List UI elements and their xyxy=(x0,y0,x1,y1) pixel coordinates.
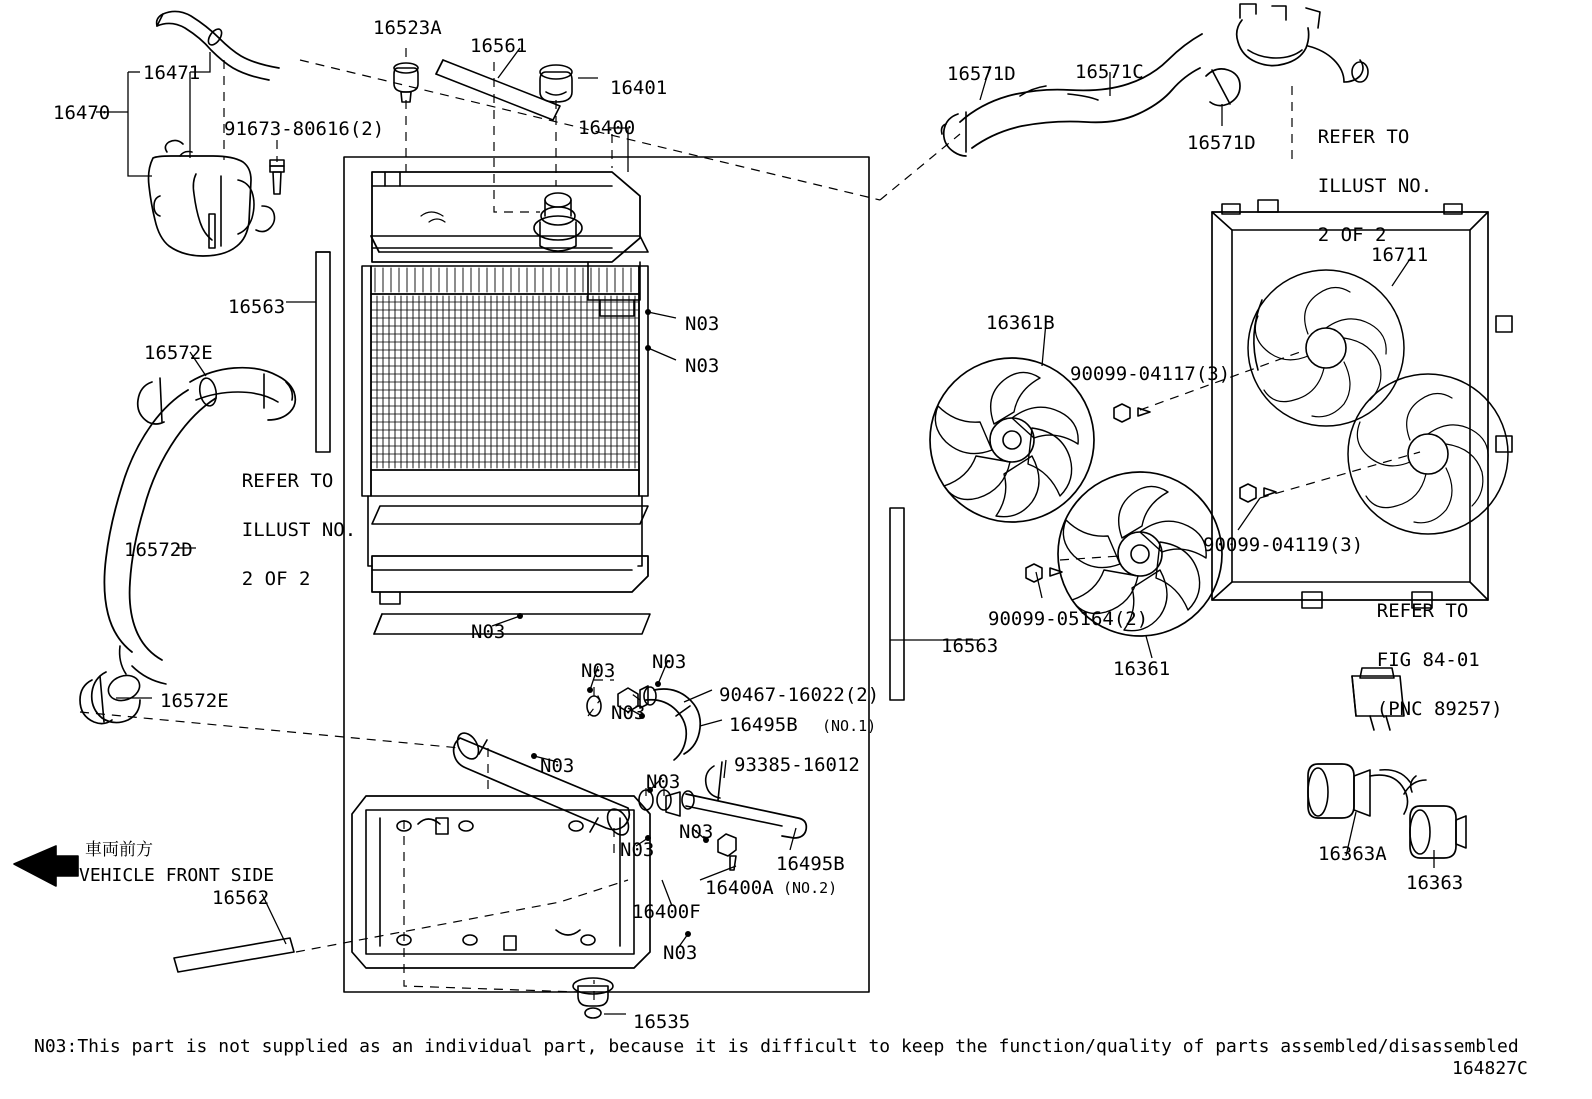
n03-mark: N03 xyxy=(611,702,646,724)
callout-16711: 16711 xyxy=(1371,244,1429,266)
callout-90099-04117: 90099-04117(3) xyxy=(1070,363,1231,385)
callout-16495b-no1-suffix: (NO.1) xyxy=(822,717,877,735)
callout-16470: 16470 xyxy=(53,102,111,124)
refer-line-2: ILLUST NO. xyxy=(241,519,357,542)
vehicle-front-jp: 車両前方 xyxy=(85,840,153,860)
callout-16495b-no1: 16495B xyxy=(729,714,798,736)
callout-16400f: 16400F xyxy=(632,901,701,923)
refer-block-2 xyxy=(196,444,356,617)
callout-16535: 16535 xyxy=(633,1011,691,1033)
n03-mark: N03 xyxy=(620,839,655,861)
refer-line-1: REFER TO xyxy=(1317,125,1410,148)
callout-16400a: 16400A xyxy=(705,877,774,899)
callout-16361b: 16361B xyxy=(986,312,1055,334)
callout-90099-05164: 90099-05164(2) xyxy=(988,608,1149,630)
callout-16563-right: 16563 xyxy=(941,635,999,657)
callout-16571d-right: 16571D xyxy=(1187,132,1256,154)
callout-16495b-no2-suffix: (NO.2) xyxy=(783,879,838,897)
callout-16572d: 16572D xyxy=(124,539,193,561)
refer-line-1: REFER TO xyxy=(241,469,334,492)
n03-mark: N03 xyxy=(540,755,575,777)
callout-16572e-top: 16572E xyxy=(144,342,213,364)
n03-mark: N03 xyxy=(685,355,720,377)
callout-16471: 16471 xyxy=(143,62,201,84)
callout-90467-16022: 90467-16022(2) xyxy=(719,684,880,706)
callout-16571d-left: 16571D xyxy=(947,63,1016,85)
refer-block-3 xyxy=(1331,574,1503,747)
callout-93385-16012: 93385-16012 xyxy=(734,754,860,776)
refer-block-1 xyxy=(1272,100,1432,273)
callout-16562: 16562 xyxy=(212,887,270,909)
refer-line-3: 2 OF 2 xyxy=(241,568,311,591)
callout-16401: 16401 xyxy=(610,77,668,99)
n03-mark: N03 xyxy=(685,313,720,335)
callout-16495b-no2: 16495B xyxy=(776,853,845,875)
footnote-n03: N03:This part is not supplied as an individual part, because it is difficult to keep the function/quality of parts assembled/disassembled xyxy=(34,1036,1519,1057)
callout-16561: 16561 xyxy=(470,35,528,57)
n03-mark: N03 xyxy=(581,660,616,682)
vehicle-front-en: VEHICLE FRONT SIDE xyxy=(79,865,275,886)
callout-90099-04119: 90099-04119(3) xyxy=(1203,534,1364,556)
figure-code: 164827C xyxy=(1452,1058,1528,1079)
n03-mark: N03 xyxy=(679,821,714,843)
refer-line-2: ILLUST NO. xyxy=(1317,175,1433,198)
n03-mark: N03 xyxy=(646,771,681,793)
callout-16363a: 16363A xyxy=(1318,843,1387,865)
callout-16363: 16363 xyxy=(1406,872,1464,894)
callout-91673-80616: 91673-80616(2) xyxy=(224,118,385,140)
callout-16572e-bottom: 16572E xyxy=(160,690,229,712)
n03-mark: N03 xyxy=(471,621,506,643)
refer-line-3: 2 OF 2 xyxy=(1317,224,1387,247)
refer-line-3: (PNC 89257) xyxy=(1376,698,1503,721)
n03-mark: N03 xyxy=(652,651,687,673)
callout-16400: 16400 xyxy=(578,117,636,139)
callout-16361: 16361 xyxy=(1113,658,1171,680)
refer-line-1: REFER TO xyxy=(1376,599,1469,622)
callout-16571c: 16571C xyxy=(1075,61,1144,83)
callout-16523a: 16523A xyxy=(373,17,442,39)
callout-16563-left: 16563 xyxy=(228,296,286,318)
refer-line-2: FIG 84-01 xyxy=(1376,649,1480,672)
n03-mark: N03 xyxy=(663,942,698,964)
